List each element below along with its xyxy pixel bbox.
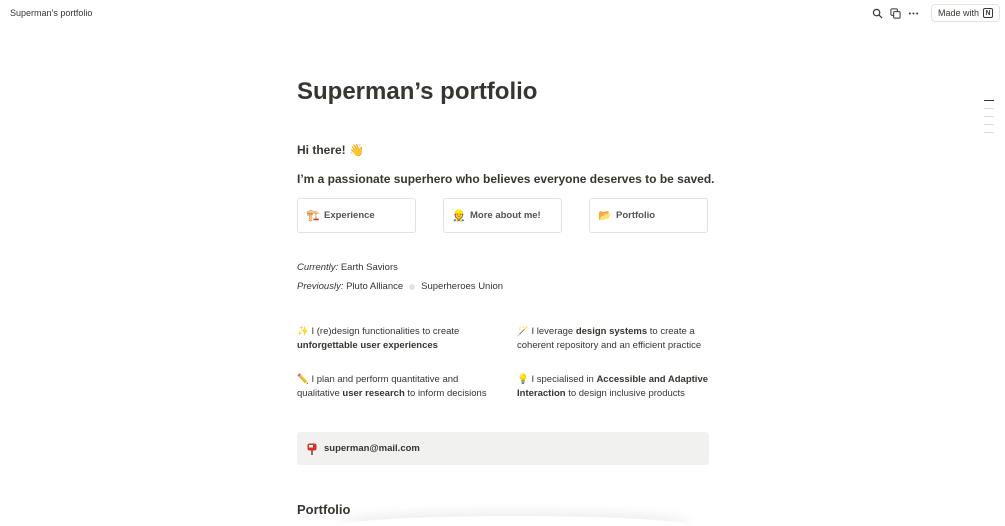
- worker-icon: 👷: [452, 210, 466, 222]
- feature-research: [297, 373, 497, 401]
- magic-wand-icon: 🪄: [517, 326, 529, 337]
- more-icon: [908, 8, 919, 19]
- card-label: Portfolio: [616, 210, 656, 221]
- feature-ux: [297, 325, 497, 353]
- about-me-card[interactable]: [443, 198, 562, 233]
- toc-item[interactable]: [984, 100, 994, 101]
- feature-text: I leverage: [528, 326, 576, 337]
- current-label: Currently:: [297, 262, 339, 273]
- previous-label: Previously:: [297, 281, 344, 292]
- feature-text: to create a coherent repository and an efficient practice: [517, 326, 702, 351]
- separator-dot: [409, 284, 415, 290]
- feature-text: I plan and perform quantitative and qualitative: [297, 374, 459, 399]
- duplicate-button[interactable]: [887, 4, 905, 22]
- feature-design-systems: [517, 325, 717, 353]
- toc-item[interactable]: [984, 108, 994, 109]
- crane-icon: 🏗️: [306, 210, 320, 222]
- mailbox-icon: [307, 443, 317, 455]
- experience-card[interactable]: [297, 198, 416, 233]
- bottom-fade: [340, 516, 690, 526]
- email-address[interactable]: superman@mail.com: [324, 443, 420, 454]
- table-of-contents[interactable]: [984, 100, 994, 140]
- card-label: Experience: [324, 210, 375, 221]
- current-value: Earth Saviors: [340, 262, 398, 273]
- toc-item[interactable]: [984, 124, 994, 125]
- card-label: More about me!: [470, 210, 541, 221]
- contact-callout: [297, 432, 709, 465]
- made-with-label: Made with: [937, 8, 979, 18]
- page-title: Superman’s portfolio: [297, 78, 538, 105]
- previous-value: Superheroes Union: [421, 281, 504, 292]
- page-breadcrumb-title[interactable]: Superman’s portfolio: [10, 8, 93, 18]
- feature-text: to inform decisions: [404, 388, 487, 399]
- previous-employers: [297, 281, 503, 292]
- intro-heading: I’m a passionate superhero who believes everyone deserves to be saved.: [297, 172, 715, 186]
- feature-accessibility: [517, 373, 717, 401]
- portfolio-section-heading: Portfolio: [297, 502, 351, 517]
- notion-logo-icon: N: [983, 8, 993, 18]
- greeting-heading: Hi there! 👋: [297, 143, 364, 157]
- toc-item[interactable]: [984, 116, 994, 117]
- top-bar: [0, 0, 1005, 27]
- sparkles-icon: ✨: [297, 326, 309, 337]
- toc-item[interactable]: [984, 132, 994, 133]
- duplicate-icon: [890, 8, 901, 19]
- portfolio-card[interactable]: [589, 198, 708, 233]
- feature-text: I specialised in: [528, 374, 597, 385]
- previous-value: Pluto Alliance: [346, 281, 404, 292]
- made-with-notion-button[interactable]: [931, 4, 1000, 22]
- search-icon: [872, 8, 883, 19]
- more-button[interactable]: [905, 4, 923, 22]
- lightbulb-icon: 💡: [517, 374, 529, 385]
- current-employer: [297, 262, 398, 273]
- search-button[interactable]: [869, 4, 887, 22]
- folder-icon: 📂: [598, 210, 612, 222]
- topbar-actions: [869, 4, 1000, 22]
- feature-text: to design inclusive products: [565, 388, 685, 399]
- pencil-icon: ✏️: [297, 374, 309, 385]
- feature-bold: Accessible and Adaptive Interaction: [517, 374, 709, 399]
- feature-bold: unforgettable user experiences: [297, 340, 438, 351]
- feature-text: I (re)design functionalities to create: [308, 326, 460, 337]
- feature-bold: design systems: [575, 326, 648, 337]
- feature-bold: user research: [342, 388, 405, 399]
- link-cards: [297, 198, 709, 233]
